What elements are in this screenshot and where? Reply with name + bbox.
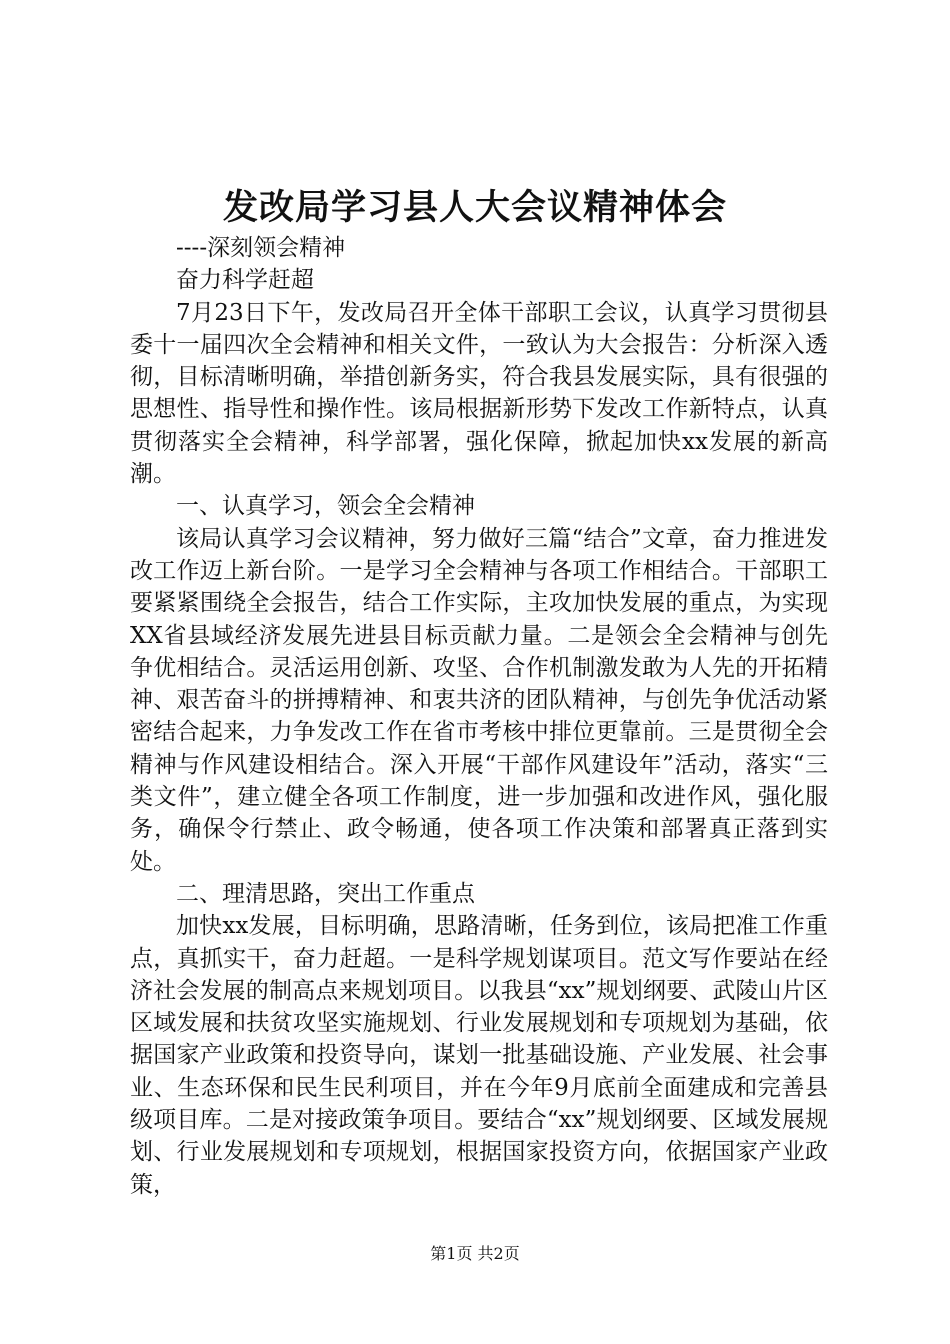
- paragraph-intro: 7月23日下午，发改局召开全体干部职工会议，认真学习贯彻县委十一届四次全会精神和相关文件，一致认为大会报告：分析深入透彻，目标清晰明确，举措创新务实，符合我县发展实际，具有很强的思想性、指导性和操作性。该局根据新形势下发改工作新特点，认真贯彻落实全会精神，科学部署，强化保障，掀起加快xx发展的新高潮。: [130, 299, 828, 488]
- section-heading-2: 二、理清思路，突出工作重点: [176, 880, 475, 907]
- section-heading-1: 一、认真学习，领会全会精神: [176, 493, 475, 520]
- paragraph-section-2: 加快xx发展，目标明确，思路清晰，任务到位，该局把准工作重点，真抓实干，奋力赶超。一是科学规划谋项目。范文写作要站在经济社会发展的制高点来规划项目。以我县“xx”规划纲要、武陵山片区区域发展和扶贫攻坚实施规划、行业发展规划和专项规划为基础，依据国家产业政策和投资导向，谋划一批基础设施、产业发展、社会事业、生态环保和民生民利项目，并在今年9月底前全面建成和完善县级项目库。二是对接政策争项目。要结合“xx”规划纲要、区域发展规划、行业发展规划和专项规划，根据国家投资方向，依据国家产业政策，: [130, 913, 828, 1198]
- document-title: 发改局学习县人大会议精神体会: [222, 187, 727, 228]
- page-footer: 第1页 共2页: [430, 1244, 520, 1263]
- paragraph-section-1: 该局认真学习会议精神，努力做好三篇“结合”文章，奋力推进发改工作迈上新台阶。一是学习全会精神与各项工作相结合。干部职工要紧紧围绕全会报告，结合工作实际，主攻加快发展的重点，为实现XX省县域经济发展先进县目标贡献力量。二是领会全会精神与创先争优相结合。灵活运用创新、攻坚、合作机制激发敢为人先的开拓精神、艰苦奋斗的拼搏精神、和衷共济的团队精神，与创先争优活动紧密结合起来，力争发改工作在省市考核中排位更靠前。三是贯彻全会精神与作风建设相结合。深入开展“干部作风建设年”活动，落实“三类文件”，建立健全各项工作制度，进一步加强和改进作风，强化服务，确保令行禁止、政令畅通，使各项工作决策和部署真正落到实处。: [130, 525, 828, 875]
- document-body: [130, 232, 828, 1201]
- subtitle-line-2: 奋力科学赶超: [176, 267, 314, 294]
- subtitle-line-1: ----深刻领会精神: [176, 235, 346, 261]
